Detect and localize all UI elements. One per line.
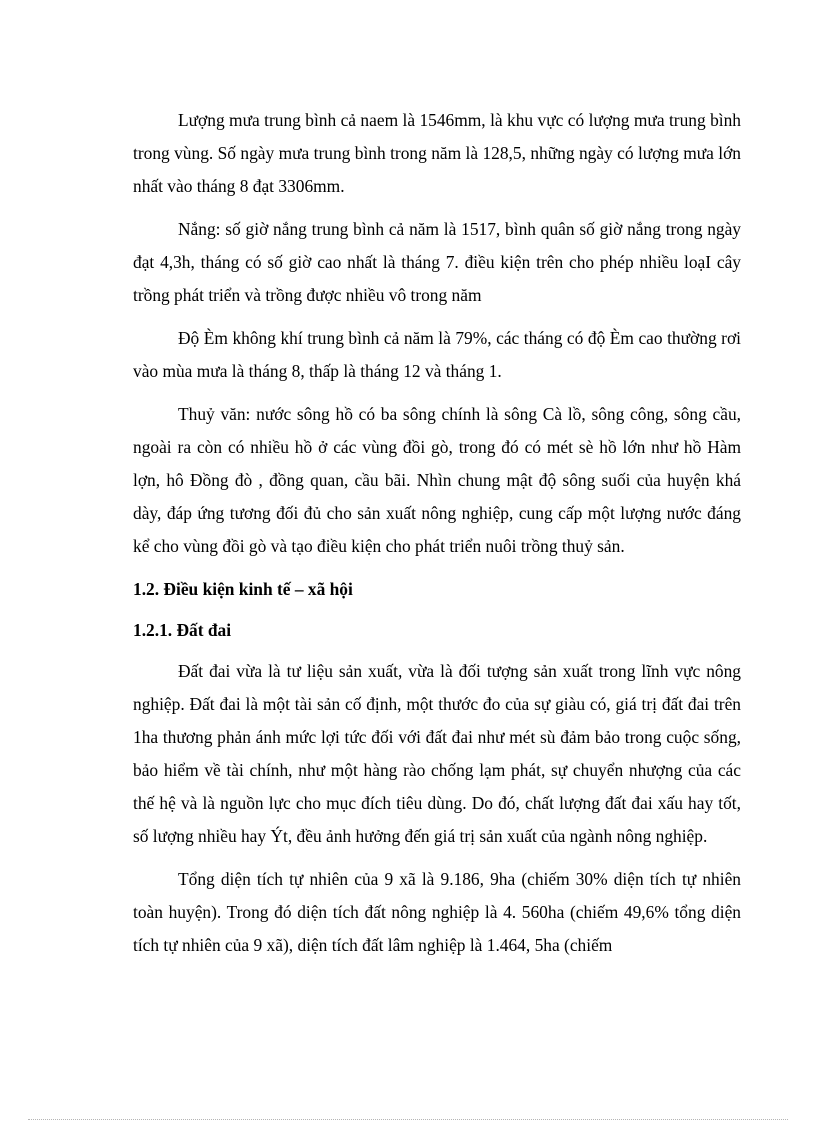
paragraph-rainfall: Lượng mưa trung bình cả naem là 1546mm, là khu vực có lượng mưa trung bình trong vùng. Số ngày mưa trung bình trong năm là 128,5, những ngày có lượng mưa lớn nhất vào tháng 8 đạt 3306mm. [133, 110, 741, 196]
paragraph-humidity: Độ Èm không khí trung bình cả năm là 79%, các tháng có độ Èm cao thường rơi vào mùa mưa là tháng 8, thấp là tháng 12 và tháng 1. [133, 328, 741, 381]
subsection-heading: 1.2.1. Đất đai [133, 620, 232, 640]
paragraph-hydrology: Thuỷ văn: nước sông hồ có ba sông chính là sông Cà lồ, sông công, sông cầu, ngoài ra còn có nhiều hồ ở các vùng đồi gò, trong đó có mét sè hồ lớn như hồ Hàm lợn, hô Đồng đò , đồng quan, cầu bãi. Nhìn chung mật độ sông suối của huyện khá dày, đáp ứng tương đối đủ cho sản xuất nông nghiệp, cung cấp một lượng nước đáng kể cho vùng đồi gò và tạo điều kiện cho phát triển nuôi trồng thuỷ sản. [133, 404, 741, 556]
paragraph-land: Đất đai vừa là tư liệu sản xuất, vừa là đối tượng sản xuất trong lĩnh vực nông nghiệp. Đất đai là một tài sản cố định, một thước đo của sự giàu có, giá trị đất đai trên 1ha thương phản ánh mức lợi tức đối với đất đai như mét sù đảm bảo trong cuộc sống, bảo hiểm về tài chính, như một hàng rào chống lạm phát, sự chuyển nhượng của các thế hệ và là nguồn lực cho mục đích tiêu dùng. Do đó, chất lượng đất đai xấu hay tốt, số lượng nhiều hay Ýt, đều ảnh hưởng đến giá trị sản xuất của ngành nông nghiệp. [133, 661, 741, 846]
page-bottom-border [28, 1119, 788, 1120]
section-heading: 1.2. Điều kiện kinh tế – xã hội [133, 579, 353, 599]
paragraph-land-area: Tổng diện tích tự nhiên của 9 xã là 9.186, 9ha (chiếm 30% diện tích tự nhiên toàn huyện). Trong đó diện tích đất nông nghiệp là 4. 560ha (chiếm 49,6% tổng diện tích tự nhiên của 9 xã), diện tích đất lâm nghiệp là 1.464, 5ha (chiếm [133, 869, 741, 955]
document-body [133, 104, 741, 972]
paragraph-sunshine: Nắng: số giờ nắng trung bình cả năm là 1517, bình quân số giờ nắng trong ngày đạt 4,3h, tháng có số giờ cao nhất là tháng 7. điều kiện trên cho phép nhiều loạI cây trồng phát triển và trồng được nhiều vô trong năm [133, 219, 741, 305]
